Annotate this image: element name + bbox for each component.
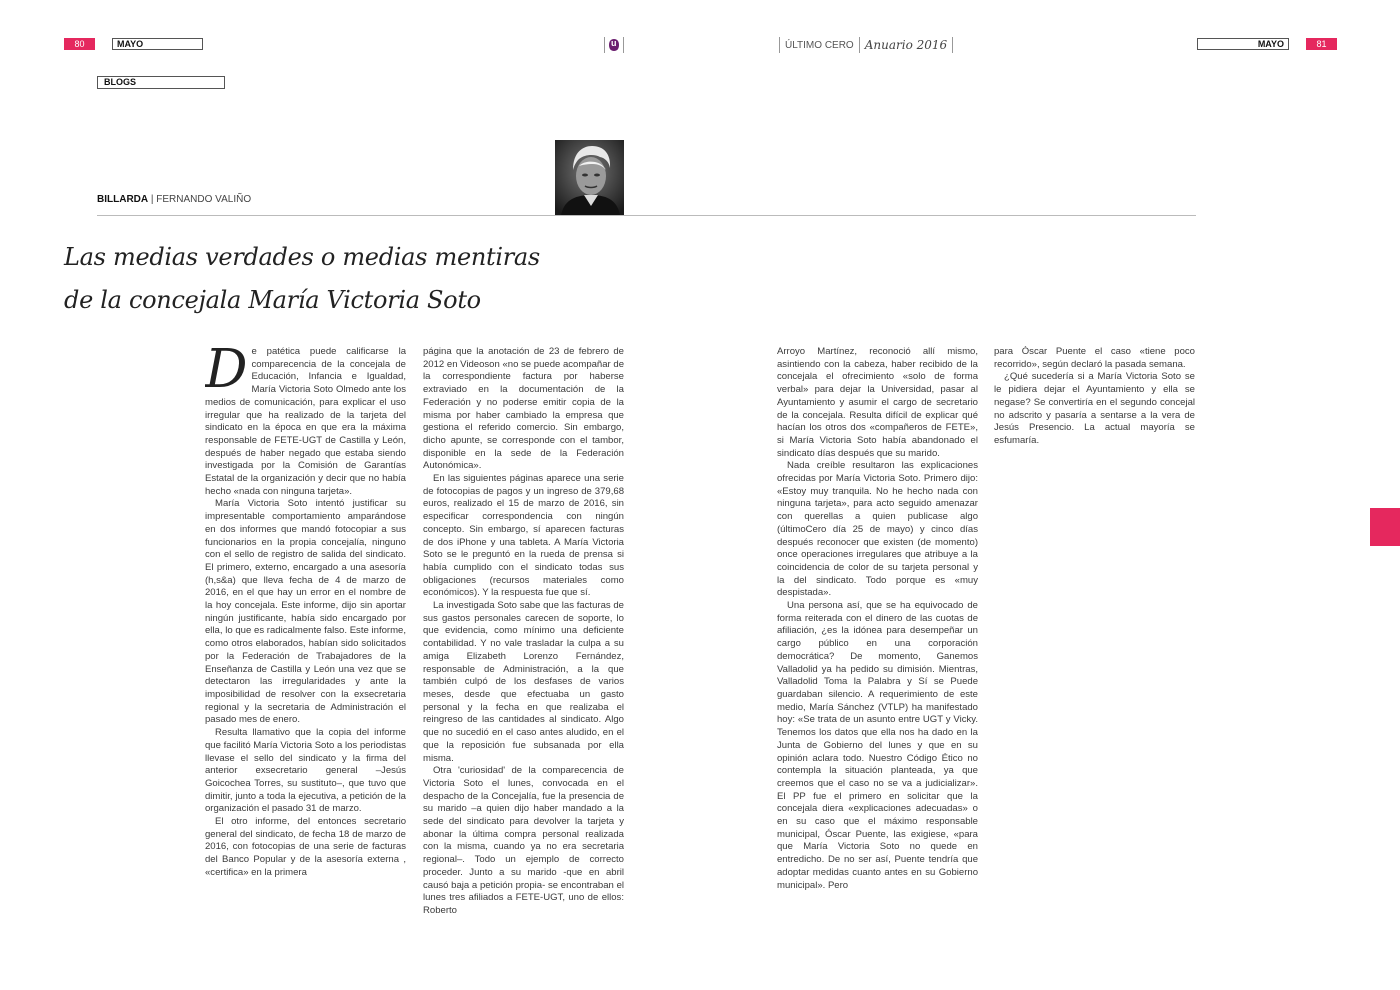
paragraph: Resulta llamativo que la copia del informe que facilitó María Victoria Soto a los periodistas llevase el sello del sindicato y la firma del anterior exsecretario general –Jesús Goicochea Torres, su sustituto–, que tuvo que dimitir, junto a toda la ejecutiva, a petición de la organización el pasado 31 de marzo. bbox=[205, 727, 406, 815]
section-label: BLOGS bbox=[97, 76, 225, 89]
byline: BILLARDA | FERNANDO VALIÑO bbox=[97, 194, 252, 205]
right-page-number: 81 bbox=[1306, 38, 1337, 50]
logo-letter: u bbox=[611, 38, 617, 48]
publication-name: ÚLTIMO CERO bbox=[785, 39, 854, 51]
paragraph: ¿Qué sucedería si a María Victoria Soto se le pidiera dejar el Ayuntamiento y ella se negase? Se convertiría en el segundo concejal no adscrito y pasaría a sentarse a la vera de Jesús Presencio. La actual mayoría se esfumaría. bbox=[994, 371, 1195, 446]
paragraph: Otra 'curiosidad' de la comparecencia de Victoria Soto el lunes, convocada en el despacho de la Concejalía, fue la presencia de su marido –a quien dijo haber mandado a la sede del sindicato para devolver la tarjeta y abonar la última compra personal realizada con la misma, cuando ya no era secretaria regional–. Todo un ejemplo de correcto proceder. Junto a su marido -que en abril causó baja a petición propia- se encontraban el lunes tres afiliados a FETE-UGT, uno de ellos: Roberto bbox=[423, 765, 624, 916]
paragraph: Nada creíble resultaron las explicaciones ofrecidas por María Victoria Soto. Primero dijo: «Estoy muy tranquila. No he hecho nada con ninguna tarjeta», para acto seguido amenazar con querellas a quien publicase algo (últimoCero día 25 de mayo) y cinco días después reconocer que existen (de momento) once operaciones irregulares que atribuye a la coincidencia de color de su tarjeta personal y la del sindicato. Todo porque es «muy despistada». bbox=[777, 460, 978, 599]
paragraph: El otro informe, del entonces secretario general del sindicato, de fecha 18 de marzo de 2016, con fotocopias de una serie de facturas del Banco Popular y de la asesoría externa , «certifica» en la primera bbox=[205, 816, 406, 878]
headline bbox=[64, 236, 584, 322]
byline-rule bbox=[97, 215, 1196, 216]
right-month-label: MAYO bbox=[1197, 38, 1289, 50]
paragraph: Una persona así, que se ha equivocado de forma reiterada con el dinero de las cuotas de afiliación, ¿es la idónea para desempeñar un cargo público en una corporación democrática? De momento, Ganemos Valladolid ya ha pedido su dimisión. Mientras, Valladolid Toma la Palabra y Sí se Puede guardaban silencio. A requerimiento de este medio, María Sánchez (VTLP) ha manifestado hoy: «Se trata de un asunto entre UGT y Vicky. Tenemos los datos que ella nos ha dado en la Junta de Gobierno del lunes y que en su opinión aclara todo. Nuestro Código Ético no contempla la situación planteada, ya que creemos que el caso no se va a judicializar». El PP fue el primero en solicitar que la concejala diera «explicaciones adecuadas» o en su caso que el máximo responsable municipal, Óscar Puente, las exigiese, «para que María Victoria Soto no quede en entredicho. De no ser así, Puente tendría que adoptar medidas cuanto antes en su Gobierno municipal». Pero bbox=[777, 600, 978, 891]
headline-line-2: de la concejala María Victoria Soto bbox=[64, 286, 481, 314]
edition-name: Anuario 2016 bbox=[864, 38, 948, 52]
side-page-tab bbox=[1370, 508, 1400, 546]
author-portrait-icon bbox=[555, 140, 624, 216]
publication-logo bbox=[604, 37, 624, 53]
left-month-label: MAYO bbox=[112, 38, 203, 50]
author-name: FERNANDO VALIÑO bbox=[156, 194, 252, 205]
masthead bbox=[774, 35, 958, 55]
paragraph: La investigada Soto sabe que las facturas de sus gastos personales carecen de soporte, lo que evidencia, como mínimo una deficiente contabilidad. Y no vale trasladar la culpa a su amiga Elizabeth Lorenzo Fernández, responsable de Administración, a la que también culpó de los desfases de varios meses, desde que efectuaba un gasto personal y la fecha en que realizaba el reingreso de las cantidades al sindicato. Algo que no sucedió en el caso antes aludido, en el que la reposición fue subsanada por ella misma. bbox=[423, 600, 624, 764]
drop-cap: D bbox=[205, 346, 248, 400]
left-page-number: 80 bbox=[64, 38, 95, 50]
article-column-1 bbox=[205, 346, 406, 936]
headline-line-1: Las medias verdades o medias mentiras bbox=[64, 243, 540, 271]
paragraph: página que la anotación de 23 de febrero de 2012 en Videoson «no se puede acompañar de la correspondiente factura por haberse extraviado en la documentación de la Federación y no poderse emitir copia de la misma por haber cambiado la empresa que gestiona el referido comercio. Sin embargo, dicho apunte, se corresponde con el tambor, disponible en la sede de la Federación Autonómica». bbox=[423, 346, 624, 472]
article-column-3 bbox=[777, 346, 978, 936]
paragraph: En las siguientes páginas aparece una serie de fotocopias de pagos y un ingreso de 379,68 euros, realizado el 15 de marzo de 2016, sin especificar correspondencia con ningún concepto. Sin embargo, sí aparecen facturas de dos iPhone y una tableta. A María Victoria Soto se le preguntó en la rueda de prensa si había cumplido con el sindicato todas sus obligaciones (recursos materiales como económicos). Y la respuesta fue que sí. bbox=[423, 473, 624, 599]
paragraph: Arroyo Martínez, reconoció allí mismo, asintiendo con la cabeza, haber recibido de la concejala el ofrecimiento «solo de forma verbal» para dejar la Universidad, pasar al Ayuntamiento y asumir el cargo de secretario de la concejala. Resulta difícil de explicar qué hacían los otros dos «compañeros de FETE», si María Victoria Soto había abandonado el sindicato días después que su marido. bbox=[777, 346, 978, 459]
paragraph: María Victoria Soto intentó justificar su impresentable comportamiento amparándose en dos informes que mandó fotocopiar a sus funcionarios en la propia concejalía, ninguno con el sello de registro de salida del sindicato. El primero, externo, encargado a una asesoría (h,s&a) que lleva fecha de 4 de marzo de 2016, en el que hay un error en el nombre de la hoy concejala. Este informe, dijo sin aportar ningún justificante, había sido encargado por ella, lo que es radicalmente falso. Este informe, como otros elaborados, habían sido solicitados por la Federación de Trabajadores de la Enseñanza de Castilla y León una vez que se detectaron las irregularidades y ante la imposibilidad de resolver con la exsecretaria regional y la secretaria de Administración el pasado mes de enero. bbox=[205, 498, 406, 726]
column-name: BILLARDA bbox=[97, 194, 149, 205]
paragraph: para Óscar Puente el caso «tiene poco recorrido», según declaró la pasada semana. bbox=[994, 346, 1195, 370]
article-column-2 bbox=[423, 346, 624, 936]
article-column-4 bbox=[994, 346, 1195, 936]
paragraph: De patética puede calificarse la comparecencia de la concejala de Educación, Infancia e Igualdad, María Victoria Soto Olmedo ante los medios de comunicación, para explicar el uso irregular que ha realizado de la tarjeta del sindicato en la época en que era la máxima responsable de FETE-UGT de Castilla y León, después de haber negado que estaba siendo investigada por la Comisión de Garantías Estatal de la organización y decir que no había hecho «nada con ninguna tarjeta». bbox=[205, 346, 406, 497]
